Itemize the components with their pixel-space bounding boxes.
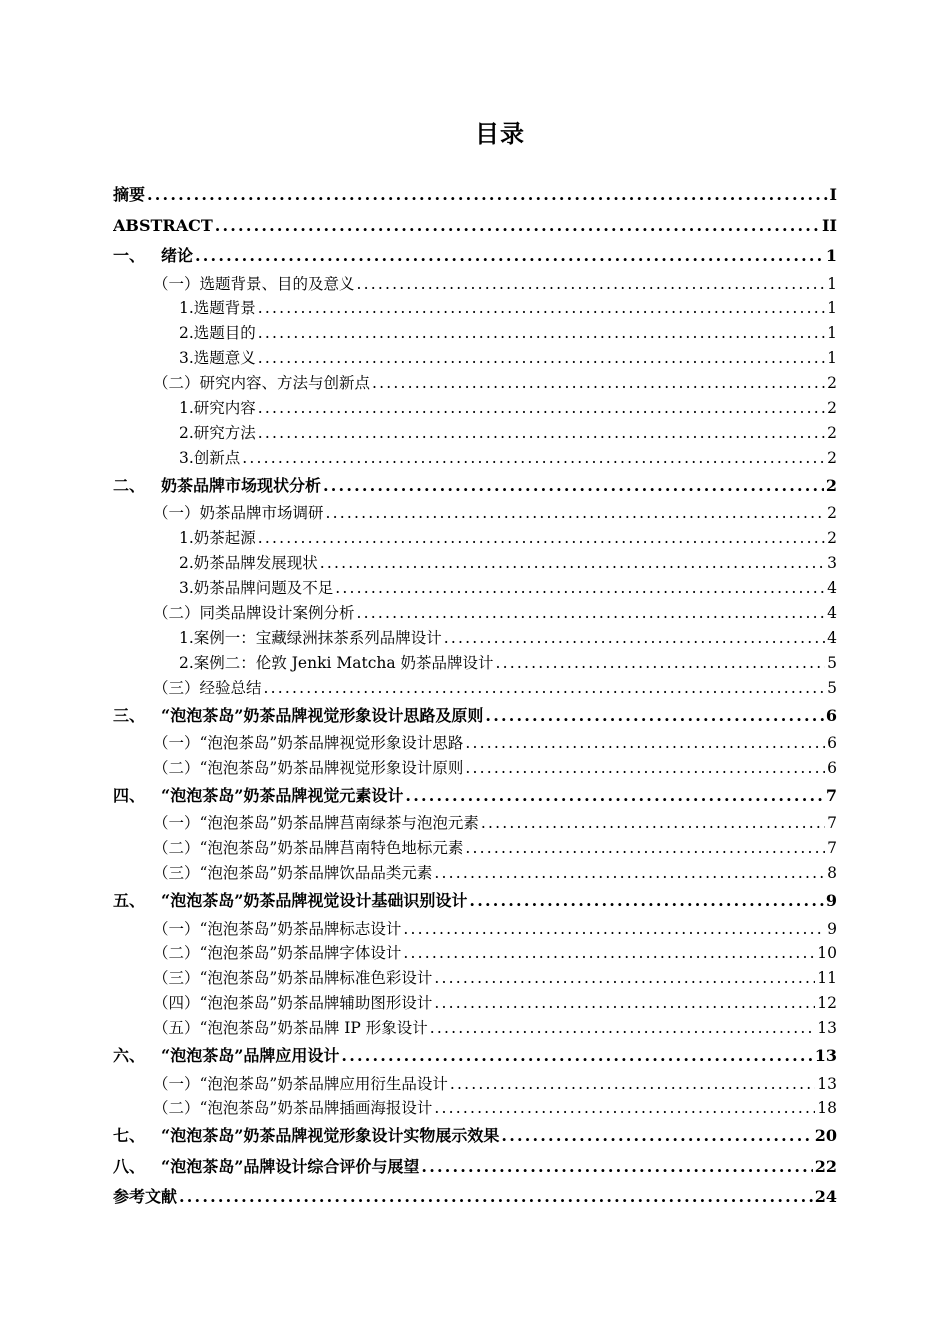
toc-dot-leader	[341, 1041, 812, 1072]
toc-entry[interactable]	[113, 1016, 837, 1041]
toc-entry-page-number: 2	[827, 504, 837, 523]
toc-entry-title: （二）“泡泡茶岛”奶茶品牌莒南特色地标元素	[153, 839, 464, 858]
toc-dot-leader	[357, 272, 826, 297]
toc-entry[interactable]	[113, 917, 837, 942]
toc-entry[interactable]	[113, 471, 837, 502]
toc-entry-page-number: I	[829, 185, 837, 204]
toc-dot-leader	[465, 731, 825, 756]
toc-entry-page-number: 2	[827, 448, 837, 467]
toc-dot-leader	[147, 180, 828, 211]
toc-dot-leader	[430, 1016, 816, 1041]
toc-dot-leader	[434, 1096, 815, 1121]
toc-entry[interactable]	[113, 1041, 837, 1072]
toc-entry-number: 五、	[113, 891, 146, 911]
toc-dot-leader	[326, 501, 826, 526]
toc-entry[interactable]	[113, 836, 837, 861]
toc-dot-leader	[403, 941, 815, 966]
toc-entry-title: （四）“泡泡茶岛”奶茶品牌辅助图形设计	[153, 994, 433, 1013]
toc-entry-title: 绪论	[161, 246, 194, 265]
toc-entry[interactable]	[113, 421, 837, 446]
toc-entry-page-number: 4	[827, 578, 837, 597]
toc-entry-page-number: 11	[817, 969, 837, 988]
toc-entry[interactable]	[113, 626, 837, 651]
toc-dot-leader	[434, 861, 825, 886]
toc-entry[interactable]	[113, 446, 837, 471]
toc-entry-title: 奶茶品牌市场现状分析	[161, 475, 322, 495]
toc-entry-title: （一）选题背景、目的及意义	[153, 274, 355, 293]
toc-entry-title: 3.选题意义	[179, 349, 256, 368]
toc-entry[interactable]	[113, 811, 837, 836]
toc-entry[interactable]	[113, 346, 837, 371]
toc-entry[interactable]	[113, 576, 837, 601]
toc-dot-leader	[258, 421, 825, 446]
toc-entry-title: （二）同类品牌设计案例分析	[153, 603, 355, 622]
toc-entry[interactable]	[113, 1121, 837, 1152]
toc-entry-title: “泡泡茶岛”奶茶品牌视觉形象设计思路及原则	[161, 705, 484, 725]
toc-entry-page-number: 1	[827, 324, 837, 343]
toc-entry-number: 一、	[113, 246, 146, 265]
toc-entry-page-number: 24	[814, 1187, 837, 1207]
toc-entry-title: “泡泡茶岛”奶茶品牌视觉元素设计	[161, 785, 404, 805]
toc-entry[interactable]	[113, 551, 837, 576]
toc-entry-page-number: 1	[827, 274, 837, 293]
toc-entry-title: 3.奶茶品牌问题及不足	[179, 578, 334, 597]
toc-entry-title: “泡泡茶岛”奶茶品牌视觉设计基础识别设计	[161, 891, 468, 911]
toc-entry-page-number: 13	[814, 1046, 837, 1066]
toc-entry-number: 八、	[113, 1156, 146, 1176]
toc-entry-title: 1.选题背景	[179, 299, 256, 318]
toc-dot-leader	[357, 601, 826, 626]
toc-entry-title: 参考文献	[113, 1187, 178, 1207]
toc-dot-leader	[320, 551, 825, 576]
toc-entry[interactable]	[113, 991, 837, 1016]
toc-entry-title: 2.选题目的	[179, 324, 256, 343]
toc-entry-title: “泡泡茶岛”奶茶品牌视觉形象设计实物展示效果	[161, 1126, 500, 1146]
toc-entry[interactable]	[113, 1096, 837, 1121]
toc-dot-leader	[403, 917, 825, 942]
toc-entry-page-number: 20	[814, 1126, 837, 1146]
toc-entry-page-number: 7	[827, 839, 837, 858]
toc-entry[interactable]	[113, 501, 837, 526]
toc-entry-page-number: 6	[825, 705, 837, 725]
toc-dot-leader	[258, 526, 825, 551]
toc-dot-leader	[434, 991, 815, 1016]
toc-entry-title: “泡泡茶岛”品牌应用设计	[161, 1046, 340, 1066]
toc-entry-number: 六、	[113, 1046, 146, 1066]
toc-dot-leader	[195, 241, 824, 272]
toc-entry[interactable]	[113, 861, 837, 886]
toc-entry-title: （三）“泡泡茶岛”奶茶品牌标准色彩设计	[153, 969, 433, 988]
toc-entry-title: （五）“泡泡茶岛”奶茶品牌 IP 形象设计	[153, 1019, 428, 1038]
toc-entry-page-number: 4	[827, 628, 837, 647]
toc-entry[interactable]	[113, 756, 837, 781]
toc-dot-leader	[496, 651, 826, 676]
toc-dot-leader	[258, 321, 825, 346]
toc-entry-page-number: 8	[827, 864, 837, 883]
toc-entry-number: 四、	[113, 785, 146, 805]
toc-dot-leader	[215, 211, 820, 242]
toc-entry[interactable]	[113, 676, 837, 701]
toc-dot-leader	[372, 371, 825, 396]
toc-dot-leader	[434, 966, 815, 991]
toc-entry-page-number: 2	[827, 423, 837, 442]
toc-entry-title: 摘要	[113, 185, 146, 204]
toc-entry-title: （二）研究内容、方法与创新点	[153, 374, 371, 393]
toc-entry-number: 七、	[113, 1126, 146, 1146]
toc-entry-page-number: 12	[817, 994, 837, 1013]
toc-entry[interactable]	[113, 886, 837, 917]
toc-dot-leader	[481, 811, 825, 836]
toc-entry-page-number: 13	[817, 1019, 837, 1038]
toc-entry-page-number: 7	[827, 814, 837, 833]
toc-entry-title: （一）“泡泡茶岛”奶茶品牌标志设计	[153, 919, 402, 938]
toc-entry[interactable]	[113, 781, 837, 812]
toc-entry[interactable]	[113, 272, 837, 297]
toc-dot-leader	[323, 471, 824, 502]
toc-dot-leader	[242, 446, 825, 471]
toc-entry-title: （一）“泡泡茶岛”奶茶品牌莒南绿茶与泡泡元素	[153, 814, 479, 833]
toc-entry-number: 三、	[113, 705, 146, 725]
toc-entry-title: 1.研究内容	[179, 399, 256, 418]
toc-dot-leader	[335, 576, 825, 601]
toc-entry[interactable]	[113, 526, 837, 551]
toc-entry[interactable]	[113, 731, 837, 756]
table-of-contents	[113, 180, 837, 1213]
toc-dot-leader	[501, 1121, 812, 1152]
toc-entry-title: 3.创新点	[179, 448, 241, 467]
toc-entry-page-number: 3	[827, 554, 837, 573]
toc-entry-page-number: 6	[827, 734, 837, 752]
toc-entry-page-number: 6	[827, 758, 837, 777]
toc-entry-title: （三）经验总结	[153, 678, 262, 697]
toc-dot-leader	[469, 886, 823, 917]
toc-entry-page-number: 2	[827, 399, 837, 418]
toc-entry-page-number: 2	[827, 529, 837, 548]
toc-entry[interactable]	[113, 1072, 837, 1097]
toc-entry-title: （二）“泡泡茶岛”奶茶品牌视觉形象设计原则	[153, 758, 464, 777]
toc-entry-title: 2.案例二：伦敦 Jenki Matcha 奶茶品牌设计	[179, 653, 494, 672]
toc-entry-title: （三）“泡泡茶岛”奶茶品牌饮品品类元素	[153, 864, 433, 883]
toc-dot-leader	[465, 756, 825, 781]
toc-entry-title: （一）奶茶品牌市场调研	[153, 504, 324, 523]
toc-entry-page-number: 9	[827, 919, 837, 938]
toc-entry[interactable]	[113, 321, 837, 346]
toc-entry-page-number: 9	[825, 891, 837, 911]
toc-entry-page-number: 13	[817, 1074, 837, 1093]
toc-entry[interactable]	[113, 941, 837, 966]
toc-dot-leader	[465, 836, 825, 861]
toc-entry-page-number: 1	[827, 349, 837, 368]
toc-entry[interactable]	[113, 966, 837, 991]
toc-entry-page-number: 7	[825, 785, 837, 805]
toc-dot-leader	[405, 781, 823, 812]
toc-entry[interactable]	[113, 651, 837, 676]
toc-dot-leader	[444, 626, 825, 651]
toc-entry[interactable]	[113, 701, 837, 732]
toc-entry[interactable]	[113, 396, 837, 421]
toc-entry-title: （一）“泡泡茶岛”奶茶品牌应用衍生品设计	[153, 1074, 448, 1093]
toc-dot-leader	[485, 701, 823, 732]
toc-entry[interactable]	[113, 241, 837, 272]
toc-entry-page-number: 18	[817, 1099, 837, 1118]
toc-entry[interactable]	[113, 371, 837, 396]
toc-entry-page-number: 2	[827, 374, 837, 393]
toc-title: 目录	[475, 120, 525, 148]
toc-entry[interactable]	[113, 211, 837, 242]
toc-entry-page-number: 5	[827, 678, 837, 697]
toc-entry[interactable]	[113, 296, 837, 321]
toc-entry[interactable]	[113, 180, 837, 211]
toc-entry-title: 1.奶茶起源	[179, 529, 256, 548]
toc-entry[interactable]	[113, 601, 837, 626]
toc-entry-number: 二、	[113, 475, 146, 495]
toc-entry[interactable]	[113, 1182, 837, 1213]
toc-entry-title: 2.研究方法	[179, 423, 256, 442]
toc-dot-leader	[258, 346, 825, 371]
toc-entry-title: 1.案例一：宝藏绿洲抹茶系列品牌设计	[179, 628, 442, 647]
toc-dot-leader	[264, 676, 826, 701]
toc-entry-page-number: 5	[827, 653, 837, 672]
toc-entry-page-number: 22	[814, 1156, 837, 1176]
toc-entry-page-number: 1	[825, 246, 837, 265]
toc-dot-leader	[258, 296, 825, 321]
toc-entry[interactable]	[113, 1152, 837, 1183]
toc-entry-page-number: 1	[827, 299, 837, 318]
toc-entry-page-number: 10	[817, 944, 837, 963]
toc-dot-leader	[421, 1152, 812, 1183]
toc-entry-title: “泡泡茶岛”品牌设计综合评价与展望	[161, 1156, 420, 1176]
toc-dot-leader	[450, 1072, 815, 1097]
toc-entry-title: 2.奶茶品牌发展现状	[179, 554, 318, 573]
toc-entry-title: （二）“泡泡茶岛”奶茶品牌字体设计	[153, 944, 402, 963]
toc-dot-leader	[179, 1182, 813, 1213]
toc-dot-leader	[258, 396, 825, 421]
toc-entry-page-number: 2	[825, 475, 837, 495]
toc-entry-page-number: II	[822, 215, 837, 235]
toc-entry-page-number: 4	[827, 603, 837, 622]
toc-entry-title: （二）“泡泡茶岛”奶茶品牌插画海报设计	[153, 1099, 433, 1118]
toc-entry-title: ABSTRACT	[113, 215, 213, 235]
toc-entry-title: （一）“泡泡茶岛”奶茶品牌视觉形象设计思路	[153, 734, 464, 752]
